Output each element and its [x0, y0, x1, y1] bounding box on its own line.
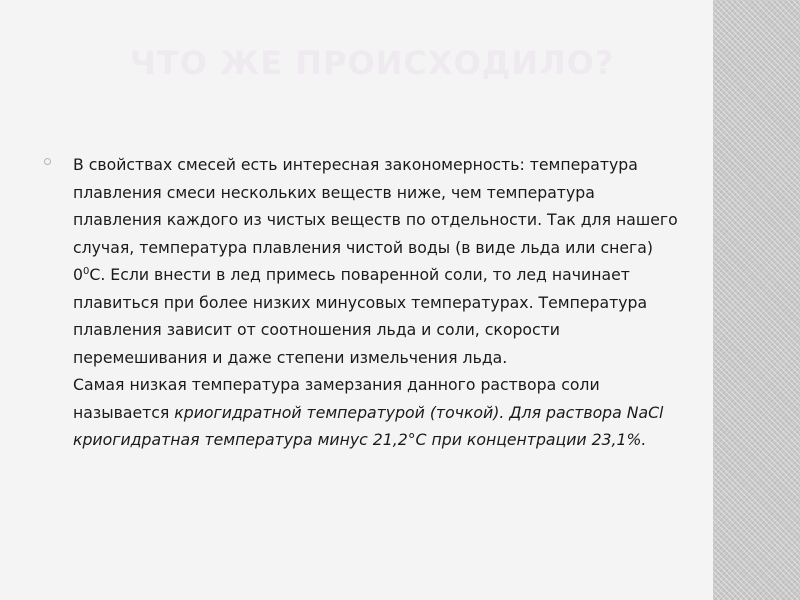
decorative-side-band	[713, 0, 800, 600]
paragraph-2	[73, 371, 684, 454]
slide-title: ЧТО ЖЕ ПРОИСХОДИЛО?	[130, 44, 615, 82]
paragraph-2-italic: криогидратной температурой (точкой). Для раствора NaCl криогидратная температура минус 21,2°С при концентрации 23,1%.	[73, 402, 664, 449]
bullet-text	[73, 151, 684, 454]
bullet-circle-icon	[44, 158, 51, 165]
slide-body	[44, 151, 684, 454]
paragraph-1	[73, 151, 684, 371]
paragraph-1-part-1: В свойствах смесей есть интересная закономерность: температура плавления смеси нескольких веществ ниже, чем температура плавления каждого из чистых веществ по отдельности. Так для нашего случая, температура плавления чистой воды (в виде льда или снега) 0	[73, 155, 678, 284]
paragraph-1-part-2: С. Если внести в лед примесь поваренной соли, то лед начинает плавиться при более низких минусовых температурах. Температура плавления зависит от соотношения льда и соли, скорости перемешивания и даже степени измельчения льда.	[73, 265, 648, 367]
paragraph-2-part-1: Самая низкая температура замерзания данного раствора соли называется	[73, 375, 600, 422]
degree-superscript: 0	[82, 266, 90, 277]
